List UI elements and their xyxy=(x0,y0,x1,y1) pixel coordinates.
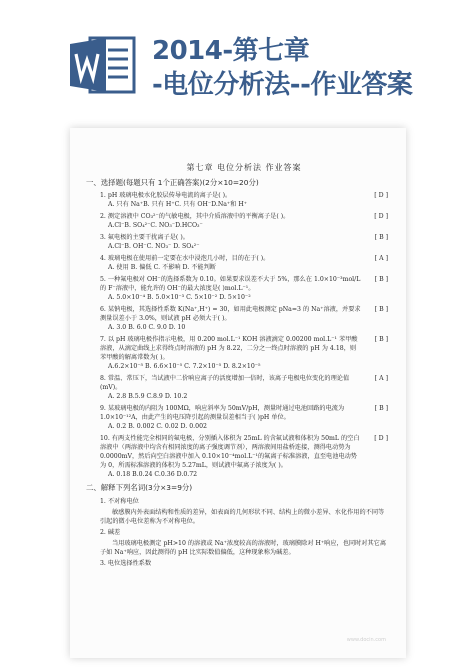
header-band xyxy=(0,0,474,120)
page-title-line-2: -电位分析法--作业答案 xyxy=(152,70,413,100)
question-options: A. 0.2 B. 0.002 C. 0.02 D. 0.002 xyxy=(108,422,207,430)
question-options: A. 2.8 B.5.9 C.8.9 D. 10.2 xyxy=(108,393,188,401)
document-title: 第七章 电位分析法 作业答案 xyxy=(186,163,302,172)
term-definition: 敏感膜内外表面结构和性质的差异，如表面的几何形状不同、结构上的微小差异、水化作用的不同等引起的微小电位差称为不对称电位。 xyxy=(100,508,385,525)
question-options: A. 只有 Na⁺B. 只有 H⁺C. 只有 OH⁻D.Na⁺和 H⁺ xyxy=(108,201,248,209)
question-text: 5. 一种氟电极对 OH⁻的选择系数为 0.10。如果要求误差不大于 5%，那么在 1.0×10⁻³mol/L 的 F⁻溶液中，能允许的 OH⁻的最大浓度是( )mol.L⁻¹。 xyxy=(100,276,361,293)
section-heading-terms: 二、解释下列名词(3分×3=9分) xyxy=(86,482,193,492)
answer-bracket: [ A ] xyxy=(374,255,388,263)
answer-bracket: [ B ] xyxy=(374,336,388,344)
question-text: 3. 氟电极的主要干扰离子是( )。 xyxy=(100,234,189,242)
question-item xyxy=(100,213,388,231)
question-item xyxy=(100,375,388,402)
question-text: 6. 某钠电极，其选择性系数 K(Na⁺,H⁺) = 30，如用此电极测定 pNa=3 的 Na⁺溶液，并要求测量误差小于 3.0%，则试液 pH 必须大于( )。 xyxy=(100,306,361,323)
answer-bracket: [ B ] xyxy=(374,234,388,242)
answer-bracket: [ A ] xyxy=(374,375,388,383)
question-options: A.Cl⁻B. OH⁻C. NO₃⁻ D. SO₄²⁻ xyxy=(108,243,200,251)
document-page xyxy=(70,128,406,658)
question-text: 9. 某玻璃电极的内阻为 100MΩ，响应斜率为 50mV/pH，测量时通过电池回路的电流为 1.0×10⁻¹²A，由此产生的电压降引起的测量误差相当于( )pH 单位。 xyxy=(100,405,345,421)
answer-bracket: [ B ] xyxy=(374,405,388,412)
question-text: 4. 玻璃电极在使用前一定要在水中浸泡几小时，目的在于( )。 xyxy=(100,255,270,263)
question-text: 7. 以 pH 玻璃电极作指示电极，用 0.200 mol.L⁻¹ KOH 溶液滴定 0.00200 mol.L⁻¹ 苯甲酸溶液，从滴定曲线上求得终点时溶液的 pH 为 8.22，二分之一终点时溶液的 pH 为 4.18，则苯甲酸的解离常数为( )。 xyxy=(100,336,358,362)
question-item xyxy=(100,234,388,252)
question-list xyxy=(100,192,388,480)
term-heading: 1. 不对称电位 xyxy=(100,497,139,505)
question-text: 8. 常温、常压下，当试液中二价响应离子的活度增加一倍时，该离子电极电位变化的理论值(mV)。 xyxy=(100,375,350,392)
question-item xyxy=(100,276,388,303)
question-text: 2. 测定溶液中 CO₃²⁻的气敏电极，其中介质溶液中的平衡离子是( )。 xyxy=(100,213,290,221)
answer-bracket: [ D ] xyxy=(374,434,388,442)
section-heading-choice: 一、选择题(每题只有 1个正确答案)(2分×10=20分) xyxy=(86,177,259,187)
answer-bracket: [ B ] xyxy=(374,306,388,314)
question-options: A.6.2×10⁻⁵ B. 6.6×10⁻⁵ C. 7.2×10⁻⁵ D. 8.2×10⁻⁵ xyxy=(108,363,261,371)
answer-bracket: [ B ] xyxy=(374,276,388,284)
question-item xyxy=(100,435,388,480)
page-title-line-1: 2014-第七章 xyxy=(152,36,310,66)
question-item xyxy=(100,405,388,432)
question-item xyxy=(100,336,388,372)
question-text: 10. 有两支性能完全相同的氟电极，分别插入体积为 25mL 的含氟试液和体积为 50mL 的空白溶液中（两溶液中均含有相同浓度的离子强度调节剂），两溶液间用盐桥连接，测得电动势为 0.0000mV，然后向空白溶液中加入 0.10×10⁻⁴mol.L⁻¹的氟离子标准溶液，直至电池电动势为 0，所需标准溶液的体积为 5.27mL，则试液中氟离子浓度为( )。 xyxy=(100,434,360,469)
term-list xyxy=(100,498,388,569)
question-item xyxy=(100,192,388,210)
answer-bracket: [ D ] xyxy=(374,192,388,200)
term-definition: 当用玻璃电极测定 pH>10 的溶液或 Na⁺浓度较高的溶液时，玻璃膜除对 H⁺响应，也同时对其它离子如 Na⁺响应，因此测得的 pH 比实际数值偏低，这种现象称为碱差。 xyxy=(100,539,387,556)
question-text: 1. pH 玻璃电极水化胶层传导电流的离子是( )。 xyxy=(100,192,232,200)
question-options: A. 0.18 B.0.24 C.0.36 D.0.72 xyxy=(108,470,198,478)
answer-bracket: [ D ] xyxy=(374,213,388,221)
question-options: A. 3.0 B. 6.0 C. 9.0 D. 10 xyxy=(108,324,186,332)
question-item xyxy=(100,255,388,273)
word-document-icon xyxy=(68,34,138,96)
question-item xyxy=(100,306,388,333)
question-options: A. 5.0×10⁻⁴ B. 5.0×10⁻³ C. 5×10⁻² D. 5×10⁻² xyxy=(108,294,251,302)
question-options: A. 使用 B. 偏低 C. 不影响 D. 不能判断 xyxy=(108,264,216,272)
watermark-text: www.docin.com xyxy=(346,636,386,643)
term-heading: 2. 碱差 xyxy=(100,528,121,536)
term-heading: 3. 电位选择性系数 xyxy=(100,559,152,567)
question-options: A.Cl⁻B. SO₄²⁻C. NO₃⁻D.HCO₃⁻ xyxy=(108,222,203,230)
